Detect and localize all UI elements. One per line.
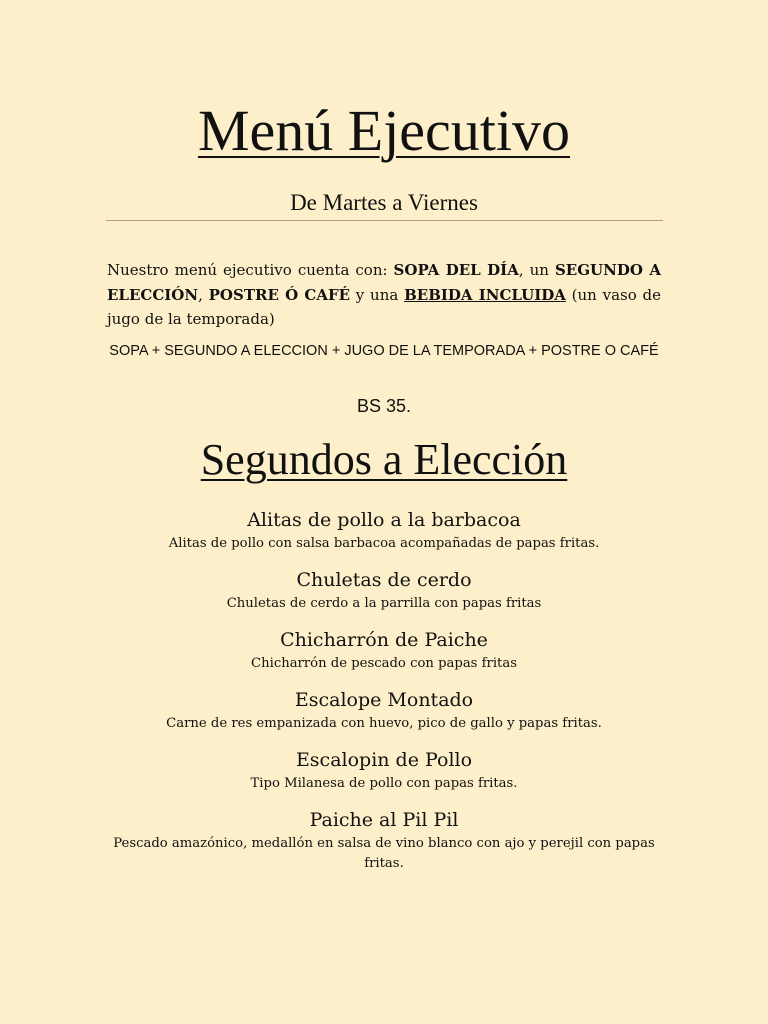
- intro-bold-sopa: SOPA DEL DÍA: [393, 261, 519, 279]
- page-title: Menú Ejecutivo: [197, 98, 571, 163]
- dish-description: Alitas de pollo con salsa barbacoa acompañadas de papas fritas.: [168, 536, 600, 551]
- intro-text-4: y una: [350, 285, 405, 304]
- dish-name: Alitas de pollo a la barbacoa: [247, 509, 521, 531]
- dish-description: Pescado amazónico, medallón en salsa de vino blanco con ajo y perejil con papas fritas.: [113, 836, 655, 871]
- dish-name: Chuletas de cerdo: [296, 569, 472, 591]
- intro-bold-bebida: BEBIDA INCLUIDA: [404, 285, 566, 304]
- dish-item: [100, 806, 668, 874]
- dish-description: Carne de res empanizada con huevo, pico de gallo y papas fritas.: [166, 716, 602, 731]
- page-subtitle: De Martes a Viernes: [290, 190, 478, 215]
- dish-description: Tipo Milanesa de pollo con papas fritas.: [250, 776, 518, 791]
- dish-name: Chicharrón de Paiche: [280, 629, 488, 651]
- combo-summary: SOPA + SEGUNDO A ELECCION + JUGO DE LA TEMPORADA + POSTRE O CAFÉ: [109, 343, 659, 359]
- dish-item: [100, 506, 668, 554]
- divider: [106, 220, 663, 221]
- dish-name: Paiche al Pil Pil: [309, 809, 459, 831]
- intro-text-1: Nuestro menú ejecutivo cuenta con:: [107, 261, 394, 279]
- menu-price: BS 35.: [356, 396, 412, 416]
- intro-bold-postre: POSTRE Ó CAFÉ: [208, 285, 351, 304]
- intro-paragraph: [107, 258, 661, 332]
- dish-item: [100, 746, 668, 794]
- section-title-segundos: Segundos a Elección: [200, 435, 568, 484]
- dish-item: [100, 626, 668, 674]
- dish-item: [100, 566, 668, 614]
- dish-description: Chicharrón de pescado con papas fritas: [251, 656, 517, 671]
- dish-name: Escalope Montado: [294, 689, 474, 711]
- intro-text-3: ,: [198, 285, 209, 304]
- dish-list: [100, 506, 668, 886]
- dish-item: [100, 686, 668, 734]
- intro-text-5: (un vaso de jugo de la temporada): [107, 285, 661, 328]
- dish-name: Escalopin de Pollo: [295, 749, 473, 771]
- intro-text-2: , un: [518, 261, 555, 279]
- dish-description: Chuletas de cerdo a la parrilla con papas fritas: [226, 596, 542, 611]
- intro-bold-segundo: SEGUNDO A ELECCIÓN: [107, 261, 661, 304]
